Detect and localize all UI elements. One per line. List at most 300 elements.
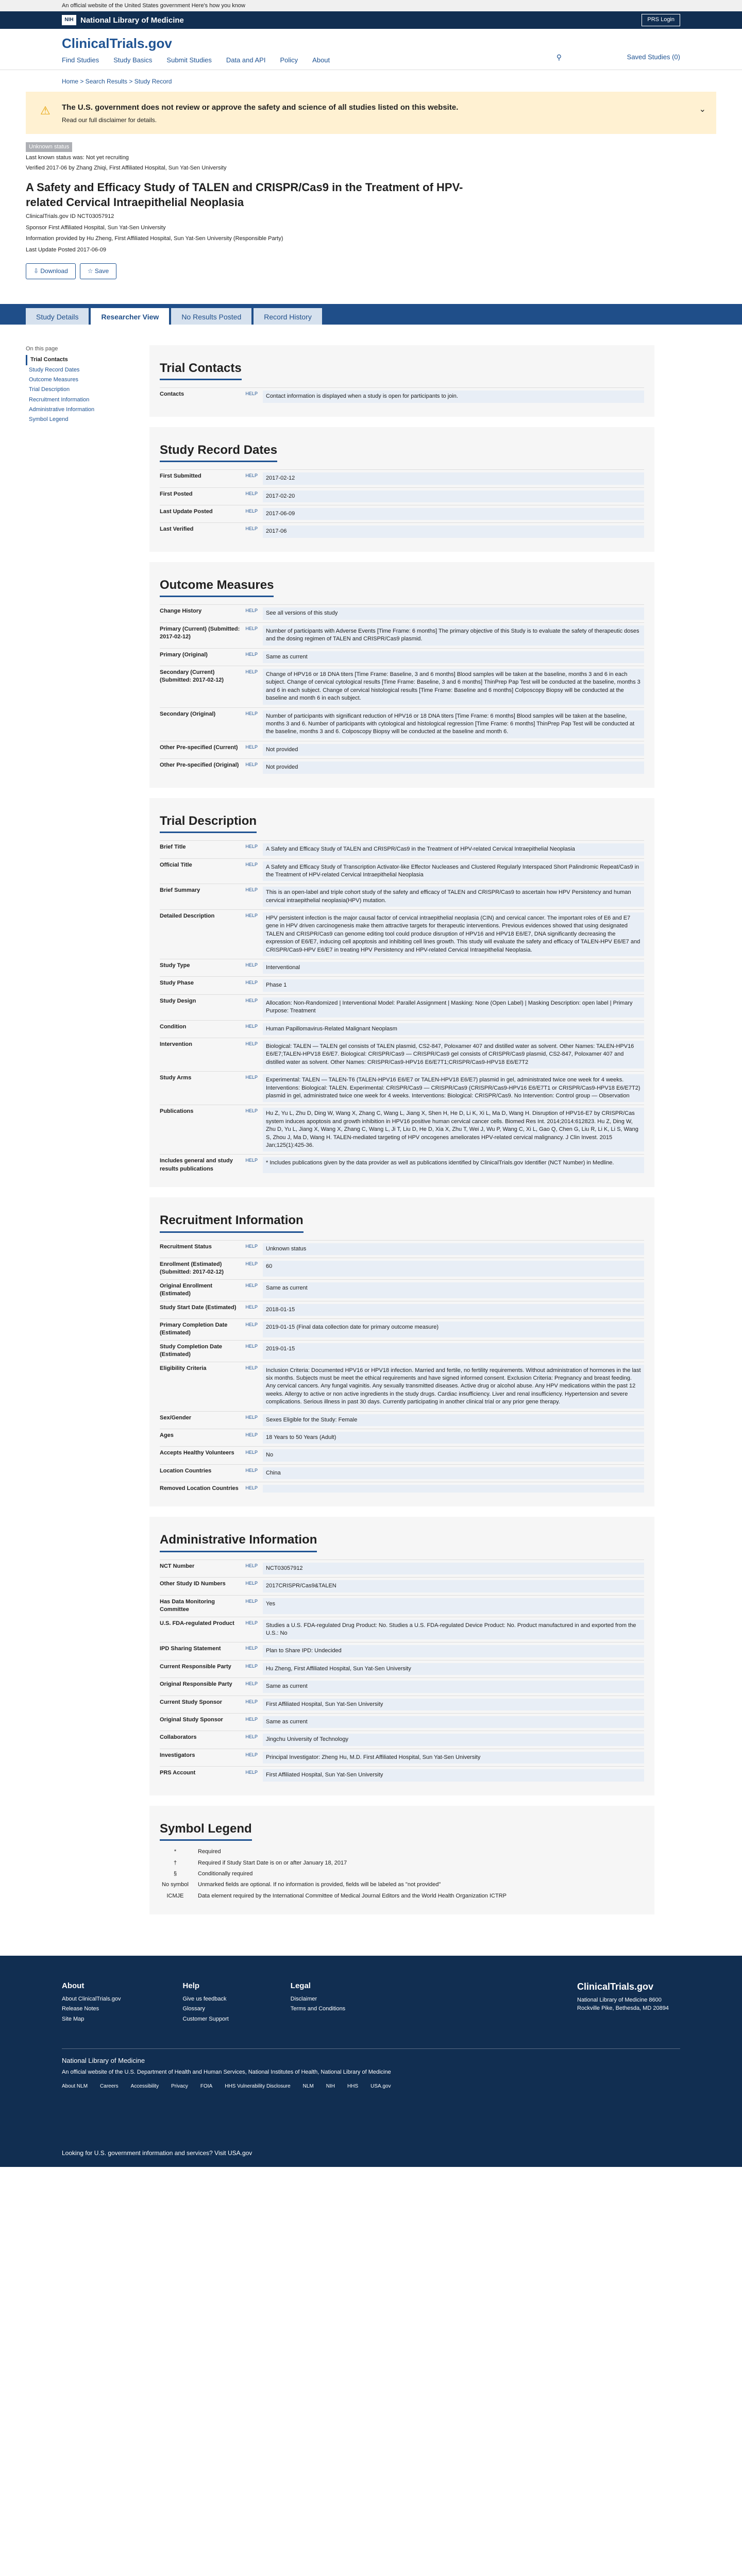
field-row [160, 707, 644, 741]
footer-column [62, 1980, 121, 2025]
legend-text: Required if Study Start Date is on or after January 18, 2017 [198, 1859, 347, 1866]
field-row [160, 469, 644, 487]
field-row [160, 1731, 644, 1748]
field-value: First Affiliated Hospital, Sun Yat-Sen University [263, 1699, 644, 1710]
field-row [160, 1577, 644, 1595]
field-label-text: IPD Sharing Statement [160, 1646, 221, 1652]
footer-bottom-link[interactable]: HHS Vulnerability Disclosure [225, 2083, 291, 2089]
field-label-text: Enrollment (Estimated) (Submitted: 2017-02-12) [160, 1261, 224, 1276]
help-link[interactable]: HELP [245, 980, 258, 986]
help-link[interactable]: HELP [245, 1414, 258, 1420]
field-value: Unknown status [263, 1243, 644, 1255]
field-row [160, 1560, 644, 1577]
help-link[interactable]: HELP [245, 762, 258, 768]
field-value: Phase 1 [263, 979, 644, 991]
footer-link[interactable]: Release Notes [62, 2006, 99, 2012]
footer-link[interactable]: Customer Support [182, 2015, 229, 2022]
legend-row [160, 1881, 644, 1889]
field-label [160, 979, 263, 991]
field-value: 60 [263, 1261, 644, 1277]
section-title: Administrative Information [160, 1531, 317, 1552]
download-button[interactable]: ⇩ Download [26, 263, 76, 279]
page-title: A Safety and Efficacy Study of TALEN and CRISPR/Cas9 in the Treatment of HPV-related Cervical Intraepithelial Neoplasia [26, 181, 463, 209]
section-title: Trial Description [160, 812, 257, 834]
footer-brand [577, 1980, 680, 2012]
legend-row [160, 1848, 644, 1856]
section-admin [149, 1517, 654, 1795]
footer-column-title: About [62, 1981, 85, 1991]
field-value: 2017CRISPR/Cas9&TALEN [263, 1580, 644, 1592]
help-link[interactable]: HELP [245, 669, 258, 675]
nih-badge-icon: NIH [62, 15, 76, 25]
field-label [160, 1365, 263, 1409]
help-link[interactable]: HELP [245, 997, 258, 1003]
help-link[interactable]: HELP [245, 1158, 258, 1163]
field-value: Human Papillomavirus-Related Malignant Neoplasm [263, 1023, 644, 1035]
field-label [160, 1598, 263, 1614]
field-row [160, 1020, 644, 1038]
last-update: Last Update Posted 2017-06-09 [26, 246, 106, 253]
field-row [160, 1617, 644, 1642]
field-value: Experimental: TALEN — TALEN-T6 (TALEN-HPV16 E6/E7 or TALEN-HPV18 E6/E7) plasmid in gel, administrated twice one week for 4 weeks. Interventions: Biological: TALEN. Experimental: CRISPR/Cas9 — CRISPR/Cas9 (CRISPR/Cas9-HPV16 E6/E7T1 or CRISPR/Cas9-HPV18 E6/E7T2) plasmid in gel, administrated twice one week for 4 weeks. Interventions: Biological: CRISPR/Cas9. No Intervention: Control group — Observation [263, 1074, 644, 1102]
footer-link[interactable]: About ClinicalTrials.gov [62, 1996, 121, 2003]
help-link[interactable]: HELP [245, 1734, 258, 1740]
field-label [160, 490, 263, 502]
help-link[interactable]: HELP [245, 651, 258, 657]
field-label [160, 1645, 263, 1657]
help-link[interactable]: HELP [245, 1365, 258, 1370]
field-label [160, 1752, 263, 1764]
help-link[interactable]: HELP [245, 887, 258, 893]
help-link[interactable]: HELP [245, 962, 258, 968]
field-value: 2017-06 [263, 526, 644, 537]
field-label-text: U.S. FDA-regulated Product [160, 1620, 234, 1626]
field-label-text: Contacts [160, 391, 184, 398]
section-title: Trial Contacts [160, 360, 242, 381]
help-link[interactable]: HELP [245, 1620, 258, 1625]
field-label-text: Primary Completion Date (Estimated) [160, 1322, 228, 1336]
field-row [160, 522, 644, 540]
help-link[interactable]: HELP [245, 1752, 258, 1757]
legend-symbol: No symbol [162, 1882, 189, 1888]
help-link[interactable]: HELP [245, 608, 258, 614]
field-label-text: Study Phase [160, 980, 194, 987]
field-label [160, 391, 263, 402]
footer-column-title: Help [182, 1981, 200, 1991]
help-link[interactable]: HELP [245, 625, 258, 631]
field-row [160, 505, 644, 522]
section-recruitment [149, 1197, 654, 1506]
field-row [160, 1464, 644, 1482]
field-label [160, 1343, 263, 1359]
field-row [160, 1154, 644, 1176]
field-label-text: Investigators [160, 1752, 195, 1758]
help-link[interactable]: HELP [245, 1485, 258, 1491]
field-label [160, 744, 263, 756]
field-label-text: NCT Number [160, 1563, 195, 1570]
field-value: * Includes publications given by the data provider as well as publications identified by ClinicalTrials.gov Identifier (NCT Number) in Medline. [263, 1157, 644, 1173]
field-label-text: Original Study Sponsor [160, 1716, 223, 1723]
field-label [160, 607, 263, 619]
footer-nlm-desc: An official website of the U.S. Department of Health and Human Services, National Institutes of Health, National Library of Medicine [62, 2069, 391, 2076]
sections [149, 345, 654, 1925]
footer-link[interactable]: Site Map [62, 2015, 85, 2022]
help-link[interactable]: HELP [245, 490, 258, 496]
field-label-text: Official Title [160, 861, 192, 868]
footer-bottom-link[interactable]: NIH [326, 2083, 335, 2089]
field-value: Sexes Eligible for the Study: Female [263, 1414, 644, 1426]
main-nav [62, 56, 680, 65]
help-link[interactable]: HELP [245, 1243, 258, 1249]
field-row [160, 1318, 644, 1340]
field-label [160, 962, 263, 974]
nav-submit-studies[interactable]: Submit Studies [166, 56, 212, 64]
help-link[interactable]: HELP [245, 1023, 258, 1029]
notice-link[interactable]: Read our full disclaimer for details. [62, 116, 157, 124]
help-link[interactable]: HELP [245, 509, 258, 514]
section-contacts [149, 345, 654, 417]
field-row [160, 666, 644, 707]
field-label-text: PRS Account [160, 1770, 196, 1776]
field-value: 2019-01-15 [263, 1343, 644, 1359]
study-id: ClinicalTrials.gov ID NCT03057912 [26, 213, 114, 220]
page-toc [26, 345, 129, 1925]
disclaimer-notice [26, 92, 716, 134]
site-header [0, 29, 742, 70]
field-row [160, 622, 644, 648]
field-row [160, 1240, 644, 1258]
search-icon[interactable]: ⚲ [556, 53, 562, 61]
field-value: Interventional [263, 962, 644, 974]
help-link[interactable]: HELP [245, 1563, 258, 1569]
help-link[interactable]: HELP [245, 1770, 258, 1775]
footer-bottom-link[interactable]: NLM [302, 2083, 314, 2089]
toc-item[interactable]: Trial Contacts [26, 355, 129, 365]
field-value: Same as current [263, 1716, 644, 1728]
legend-text: Required [198, 1849, 221, 1855]
usa-gov-note[interactable]: Looking for U.S. government information and services? Visit USA.gov [62, 2149, 252, 2157]
field-label [160, 508, 263, 520]
toc-item[interactable]: Administrative Information [29, 406, 95, 413]
footer-bottom-link[interactable]: USA.gov [370, 2083, 391, 2089]
footer-link[interactable]: Glossary [182, 2006, 205, 2012]
field-label [160, 1157, 263, 1173]
field-label [160, 1074, 263, 1102]
field-label [160, 1282, 263, 1298]
toc-item[interactable]: Study Record Dates [29, 366, 80, 373]
field-row [160, 387, 644, 405]
legend-text: Conditionally required [198, 1870, 253, 1877]
section-dates [149, 427, 654, 552]
field-label [160, 669, 263, 705]
toc-item[interactable]: Recruitment Information [29, 396, 90, 403]
field-label-text: Ages [160, 1432, 174, 1438]
help-link[interactable]: HELP [245, 1598, 258, 1604]
field-label-text: Detailed Description [160, 913, 215, 920]
verified-info: Verified 2017-06 by Zhang Zhiqi, First Affiliated Hospital, Sun Yat-Sen University [26, 164, 227, 171]
nlm-name: National Library of Medicine [80, 15, 184, 25]
field-label-text: Secondary (Current) (Submitted: 2017-02-12) [160, 669, 224, 684]
field-value: Same as current [263, 1282, 644, 1298]
field-value: See all versions of this study [263, 607, 644, 619]
help-link[interactable]: HELP [245, 1432, 258, 1437]
field-label [160, 1563, 263, 1574]
field-label [160, 1449, 263, 1461]
field-label [160, 1734, 263, 1745]
field-label-text: Location Countries [160, 1467, 212, 1474]
field-value: Contact information is displayed when a study is open for participants to join. [263, 391, 644, 402]
field-value: Inclusion Criteria: Documented HPV16 or HPV18 infection. Married and fertile, no fertility requirements. Without administration of hormones in the last six months. Subjects must be meet the ethical requirements and have signed informed consent. Exclusion Criteria: Pregnancy and breast feeding. Any cervical cancers. Any fungal vaginitis. Any sexually transmitted diseases. Active drug or alcohol abuse. Any HPV medications within the past 12 weeks. Allergy to active or non active ingredients in the study drugs. Cardiac insufficiency. Liver and renal insufficiency. Hypertension and severe complications. Serious illness in past 30 days. Currently participating in another clinical trial or any prior gene therapy. [263, 1365, 644, 1409]
field-label [160, 912, 263, 956]
breadcrumb[interactable]: Home > Search Results > Study Record [62, 78, 172, 85]
field-label [160, 861, 263, 882]
field-label-text: First Submitted [160, 473, 201, 480]
field-label-text: Condition [160, 1023, 187, 1030]
footer-address: National Library of Medicine 8600 Rockville Pike, Bethesda, MD 20894 [577, 1997, 669, 2011]
field-label-text: Other Pre-specified (Current) [160, 744, 238, 751]
help-link[interactable]: HELP [245, 1581, 258, 1586]
tab-record-history[interactable]: Record History [254, 308, 322, 325]
tab-bar [0, 304, 742, 325]
field-value: Yes [263, 1598, 644, 1614]
field-value: Jingchu University of Technology [263, 1734, 644, 1745]
help-link[interactable]: HELP [245, 526, 258, 532]
toc-title: On this page [26, 345, 58, 352]
legend-text: Data element required by the International Committee of Medical Journal Editors and the World Health Organization ICTRP [198, 1892, 507, 1899]
help-link[interactable]: HELP [245, 1075, 258, 1080]
field-label [160, 1467, 263, 1479]
tab-study-details[interactable]: Study Details [26, 308, 89, 325]
help-link[interactable]: HELP [245, 844, 258, 850]
field-label [160, 1716, 263, 1728]
section-title: Study Record Dates [160, 442, 277, 463]
help-link[interactable]: HELP [245, 1467, 258, 1473]
field-row [160, 1660, 644, 1677]
footer-bottom-link[interactable]: Privacy [171, 2083, 188, 2089]
field-row [160, 840, 644, 858]
help-link[interactable]: HELP [245, 913, 258, 919]
toc-item[interactable]: Trial Description [29, 386, 70, 393]
field-label-text: Last Verified [160, 526, 194, 533]
field-label [160, 651, 263, 663]
warning-icon: ⚠ [40, 104, 50, 117]
field-label [160, 1432, 263, 1444]
field-label-text: Original Responsible Party [160, 1681, 232, 1688]
info-provided-by: Information provided by Hu Zheng, First Affiliated Hospital, Sun Yat-Sen University (Responsible Party) [26, 235, 283, 242]
sponsor: Sponsor First Affiliated Hospital, Sun Yat-Sen University [26, 224, 166, 231]
field-label [160, 997, 263, 1018]
help-link[interactable]: HELP [245, 710, 258, 716]
field-value: Number of participants with Adverse Events [Time Frame: 6 months] The primary objective of this Study is to evaluate the safety of therapeutic doses and the dosing regimen of TALEN and CRISPR/Cas9 plasmid. [263, 625, 644, 646]
tab-no-results[interactable]: No Results Posted [171, 308, 251, 325]
field-value: No [263, 1449, 644, 1461]
field-value: Plan to Share IPD: Undecided [263, 1645, 644, 1657]
field-row [160, 959, 644, 976]
field-label-text: Brief Title [160, 844, 186, 851]
footer-bottom-link[interactable]: FOIA [200, 2083, 213, 2089]
prs-login-button[interactable]: PRS Login [642, 14, 680, 26]
field-row [160, 1766, 644, 1784]
field-row [160, 1677, 644, 1695]
field-value: Same as current [263, 651, 644, 663]
field-label [160, 761, 263, 773]
field-label-text: Other Pre-specified (Original) [160, 762, 239, 769]
field-label-text: Includes general and study results publications [160, 1158, 233, 1172]
footer [0, 1956, 742, 2167]
field-row [160, 994, 644, 1020]
field-row [160, 1429, 644, 1446]
field-row [160, 487, 644, 505]
footer-column [183, 1980, 229, 2025]
help-link[interactable]: HELP [245, 744, 258, 750]
field-value: 2019-01-15 (Final data collection date for primary outcome measure) [263, 1321, 644, 1337]
field-value: Same as current [263, 1681, 644, 1692]
nav-policy[interactable]: Policy [280, 56, 298, 64]
help-link[interactable]: HELP [245, 861, 258, 867]
section-title: Outcome Measures [160, 577, 274, 598]
toc-item[interactable]: Outcome Measures [29, 376, 78, 383]
nlm-bar [0, 11, 742, 29]
field-label [160, 1041, 263, 1069]
field-value: 2017-06-09 [263, 508, 644, 520]
help-link[interactable]: HELP [245, 1322, 258, 1327]
field-value: Hu Z, Yu L, Zhu D, Ding W, Wang X, Zhang C, Wang L, Jiang X, Shen H, He D, Li K, Xi L, Ma D, Wang H. Disruption of HPV16-E7 by CRISPR/Cas system induces apoptosis and growth inhibition in HPV16 positive human cervical cancer cells. Biomed Res Int. 2014;2014:612823. Hu Z, Ding W, Zhu D, Yu L, Jiang X, Wang X, Zhang C, Wang L, Ji T, Liu D, He D, Xia X, Zhu T, Wei J, Wu P, Wang C, Xi L, Gao Q, Chen G, Liu R, Li K, Li S, Wang S, Zhou J, Ma D, Wang H. TALEN-mediated targeting of HPV oncogenes ameliorates HPV-related cervical malignancy. J Clin Invest. 2015 Jan;125(1):425-36. [263, 1108, 644, 1151]
notice-title: The U.S. government does not review or approve the safety and science of all studies listed on this website. [62, 103, 459, 112]
field-row [160, 1713, 644, 1731]
tab-researcher-view[interactable]: Researcher View [91, 308, 169, 325]
legend-symbol: * [174, 1849, 177, 1855]
field-label-text: Study Type [160, 962, 190, 969]
help-link[interactable]: HELP [245, 473, 258, 479]
field-row [160, 909, 644, 959]
footer-column-title: Legal [290, 1981, 311, 1991]
footer-bottom [62, 2048, 680, 2090]
gov-banner: An official website of the United States government Here's how you know [0, 0, 742, 11]
legend-symbol: § [173, 1870, 177, 1877]
field-row [160, 604, 644, 622]
download-label: Download [40, 267, 68, 275]
field-value: NCT03057912 [263, 1563, 644, 1574]
nav-study-basics[interactable]: Study Basics [113, 56, 153, 64]
field-row [160, 884, 644, 909]
nlm-logo[interactable] [62, 15, 184, 26]
legend-row [160, 1892, 644, 1900]
nav-find-studies[interactable]: Find Studies [62, 56, 99, 64]
field-row [160, 1696, 644, 1713]
chevron-down-icon[interactable]: ⌄ [699, 105, 706, 114]
field-row [160, 1340, 644, 1362]
help-link[interactable]: HELP [245, 1041, 258, 1046]
footer-bottom-link[interactable]: About NLM [62, 2083, 88, 2089]
field-label [160, 1769, 263, 1781]
save-label: Save [94, 267, 109, 275]
field-label-text: Publications [160, 1108, 194, 1115]
field-row [160, 1595, 644, 1617]
field-row [160, 1258, 644, 1279]
field-label-text: Study Completion Date (Estimated) [160, 1343, 223, 1358]
saved-studies-link[interactable]: Saved Studies (0) [627, 53, 680, 61]
field-label-text: Removed Location Countries [160, 1485, 239, 1492]
field-label-text: Primary (Original) [160, 651, 208, 658]
section-title: Recruitment Information [160, 1212, 303, 1233]
field-row [160, 1411, 644, 1429]
footer-bottom-link[interactable]: Careers [100, 2083, 119, 2089]
field-label [160, 1681, 263, 1692]
field-label-text: Recruitment Status [160, 1243, 212, 1250]
footer-bottom-link[interactable]: HHS [347, 2083, 359, 2089]
status-badge: Unknown status [26, 142, 72, 152]
site-title[interactable]: ClinicalTrials.gov [62, 36, 172, 51]
field-label-text: Study Arms [160, 1075, 192, 1081]
field-row [160, 858, 644, 884]
footer-bottom-link[interactable]: Accessibility [130, 2083, 159, 2089]
field-value: China [263, 1467, 644, 1479]
help-link[interactable]: HELP [245, 1108, 258, 1114]
field-value: Not provided [263, 761, 644, 773]
legend-row [160, 1859, 644, 1867]
field-label-text: Original Enrollment (Estimated) [160, 1282, 213, 1297]
field-label [160, 887, 263, 907]
field-value: 18 Years to 50 Years (Adult) [263, 1432, 644, 1444]
section-outcomes [149, 562, 654, 788]
toc-item[interactable]: Symbol Legend [29, 416, 69, 423]
field-label [160, 1620, 263, 1640]
help-link[interactable]: HELP [245, 1261, 258, 1267]
footer-nlm-name[interactable]: National Library of Medicine [62, 2057, 145, 2065]
field-row [160, 1279, 644, 1301]
help-link[interactable]: HELP [245, 1282, 258, 1288]
field-label [160, 1663, 263, 1675]
help-link[interactable]: HELP [245, 1699, 258, 1704]
footer-link[interactable]: Give us feedback [182, 1996, 227, 2003]
field-label-text: Study Design [160, 997, 196, 1004]
help-link[interactable]: HELP [245, 1304, 258, 1310]
save-button[interactable]: ☆ Save [80, 263, 116, 279]
help-link[interactable]: HELP [245, 1681, 258, 1687]
field-label-text: Brief Summary [160, 887, 200, 894]
field-label-text: Other Study ID Numbers [160, 1581, 226, 1587]
field-label-text: Has Data Monitoring Committee [160, 1598, 215, 1613]
field-row [160, 1749, 644, 1766]
footer-brand-name[interactable]: ClinicalTrials.gov [577, 1981, 654, 1992]
field-label [160, 710, 263, 738]
field-row [160, 1301, 644, 1318]
field-row [160, 1482, 644, 1495]
field-row [160, 1446, 644, 1464]
field-value: Principal Investigator: Zheng Hu, M.D. First Affiliated Hospital, Sun Yat-Sen University [263, 1752, 644, 1764]
field-value: Hu Zheng, First Affiliated Hospital, Sun Yat-Sen University [263, 1663, 644, 1675]
field-value: A Safety and Efficacy Study of Transcription Activator-like Effector Nucleases and Clustered Regularly Interspaced Short Palindromic Repeat/Cas9 in the Treatment of HPV-related Cervical Intraepithelial Neoplasia [263, 861, 644, 882]
field-value: 2018-01-15 [263, 1304, 644, 1316]
field-label [160, 1699, 263, 1710]
field-label-text: Change History [160, 608, 202, 615]
field-value: 2017-02-20 [263, 490, 644, 502]
field-label-text: Eligibility Criteria [160, 1365, 207, 1371]
help-link[interactable]: HELP [245, 1646, 258, 1651]
help-link[interactable]: HELP [245, 1663, 258, 1669]
field-label-text: Current Study Sponsor [160, 1699, 223, 1705]
last-known-status: Last known status was: Not yet recruiting [26, 155, 129, 161]
help-link[interactable]: HELP [245, 1450, 258, 1455]
section-legend [149, 1806, 654, 1915]
footer-link[interactable]: Terms and Conditions [290, 2006, 346, 2012]
nav-about[interactable]: About [312, 56, 330, 64]
help-link[interactable]: HELP [245, 1343, 258, 1349]
nav-data-api[interactable]: Data and API [226, 56, 266, 64]
help-link[interactable]: HELP [245, 391, 258, 397]
help-link[interactable]: HELP [245, 1716, 258, 1722]
footer-link[interactable]: Disclaimer [290, 1996, 317, 2003]
